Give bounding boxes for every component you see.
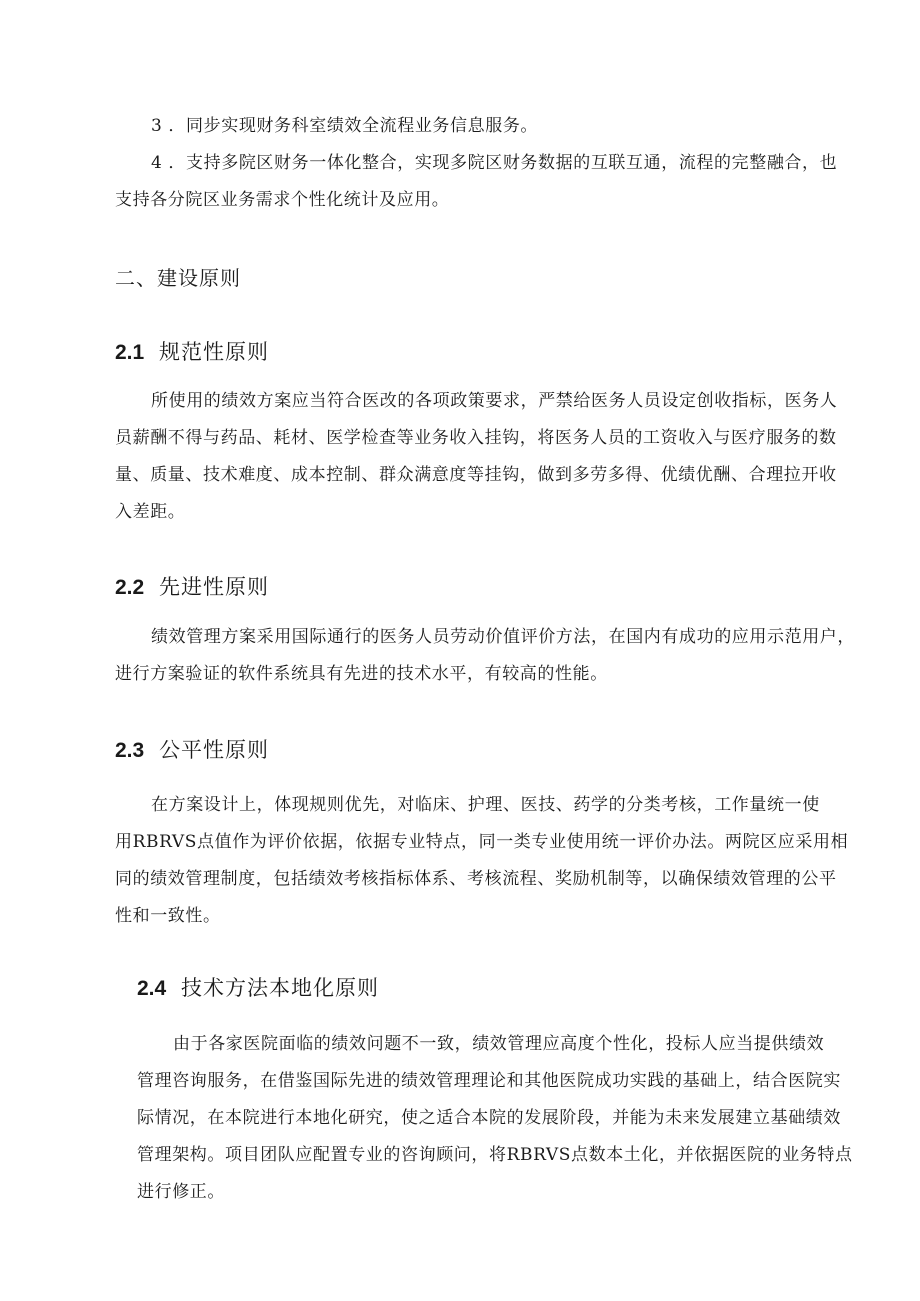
heading-number: 2.1 — [115, 341, 145, 364]
text-line: 绩效管理方案采用国际通行的医务人员劳动价值评价方法，在国内有成功的应用示范用户， — [151, 627, 855, 647]
text-line: 用RBRVS点值作为评价依据，依据专业特点，同一类专业使用统一评价办法。两院区应采用相 — [115, 832, 849, 852]
text-line: 员薪酬不得与药品、耗材、医学检查等业务收入挂钩，将医务人员的工资收入与医疗服务的数 — [115, 428, 837, 448]
heading-title: 先进性原则 — [159, 575, 269, 599]
list-item-4 — [115, 145, 838, 219]
heading-number: 2.3 — [115, 739, 145, 762]
text-line: 由于各家医院面临的绩效问题不一致，绩效管理应高度个性化，投标人应当提供绩效 — [173, 1034, 825, 1054]
subsection-heading-2-1 — [115, 336, 269, 366]
list-item-3 — [115, 108, 815, 145]
paragraph-2-2 — [115, 619, 855, 693]
text-line: 在方案设计上，体现规则优先，对临床、护理、医技、药学的分类考核，工作量统一使 — [151, 795, 820, 815]
heading-title: 规范性原则 — [159, 340, 269, 364]
text-line: 进行修正。 — [137, 1182, 225, 1202]
text-line: 量、质量、技术难度、成本控制、群众满意度等挂钩，做到多劳多得、优绩优酬、合理拉开收 — [115, 465, 837, 485]
text-line: 进行方案验证的软件系统具有先进的技术水平，有较高的性能。 — [115, 664, 608, 684]
text-line: 际情况，在本院进行本地化研究，使之适合本院的发展阶段，并能为未来发展建立基础绩效 — [137, 1108, 841, 1128]
paragraph-2-4 — [137, 1026, 853, 1211]
subsection-heading-2-3 — [115, 734, 269, 764]
text-line: 性和一致性。 — [115, 906, 221, 926]
heading-title: 公平性原则 — [159, 738, 269, 762]
text-line: 入差距。 — [115, 502, 186, 522]
list-item-3-text: 3 ．同步实现财务科室绩效全流程业务信息服务。 — [151, 116, 539, 136]
text-line: 4 ．支持多院区财务一体化整合，实现多院区财务数据的互联互通，流程的完整融合，也 — [151, 153, 838, 173]
text-line: 所使用的绩效方案应当符合医改的各项政策要求，严禁给医务人员设定创收指标，医务人 — [151, 391, 838, 411]
text-line: 同的绩效管理制度，包括绩效考核指标体系、考核流程、奖励机制等，以确保绩效管理的公平 — [115, 869, 837, 889]
heading-number: 2.4 — [137, 977, 167, 1000]
paragraph-2-3 — [115, 787, 849, 935]
text-line: 管理架构。项目团队应配置专业的咨询顾问，将RBRVS点数本土化，并依据医院的业务特点 — [137, 1145, 853, 1165]
text-line: 管理咨询服务，在借鉴国际先进的绩效管理理论和其他医院成功实践的基础上，结合医院实 — [137, 1071, 841, 1091]
text-line: 支持各分院区业务需求个性化统计及应用。 — [115, 190, 450, 210]
section-heading: 二、建设原则 — [115, 266, 241, 290]
heading-number: 2.2 — [115, 576, 145, 599]
heading-title: 技术方法本地化原则 — [181, 976, 379, 1000]
subsection-heading-2-4 — [137, 972, 379, 1002]
subsection-heading-2-2 — [115, 571, 269, 601]
paragraph-2-1 — [115, 383, 838, 531]
